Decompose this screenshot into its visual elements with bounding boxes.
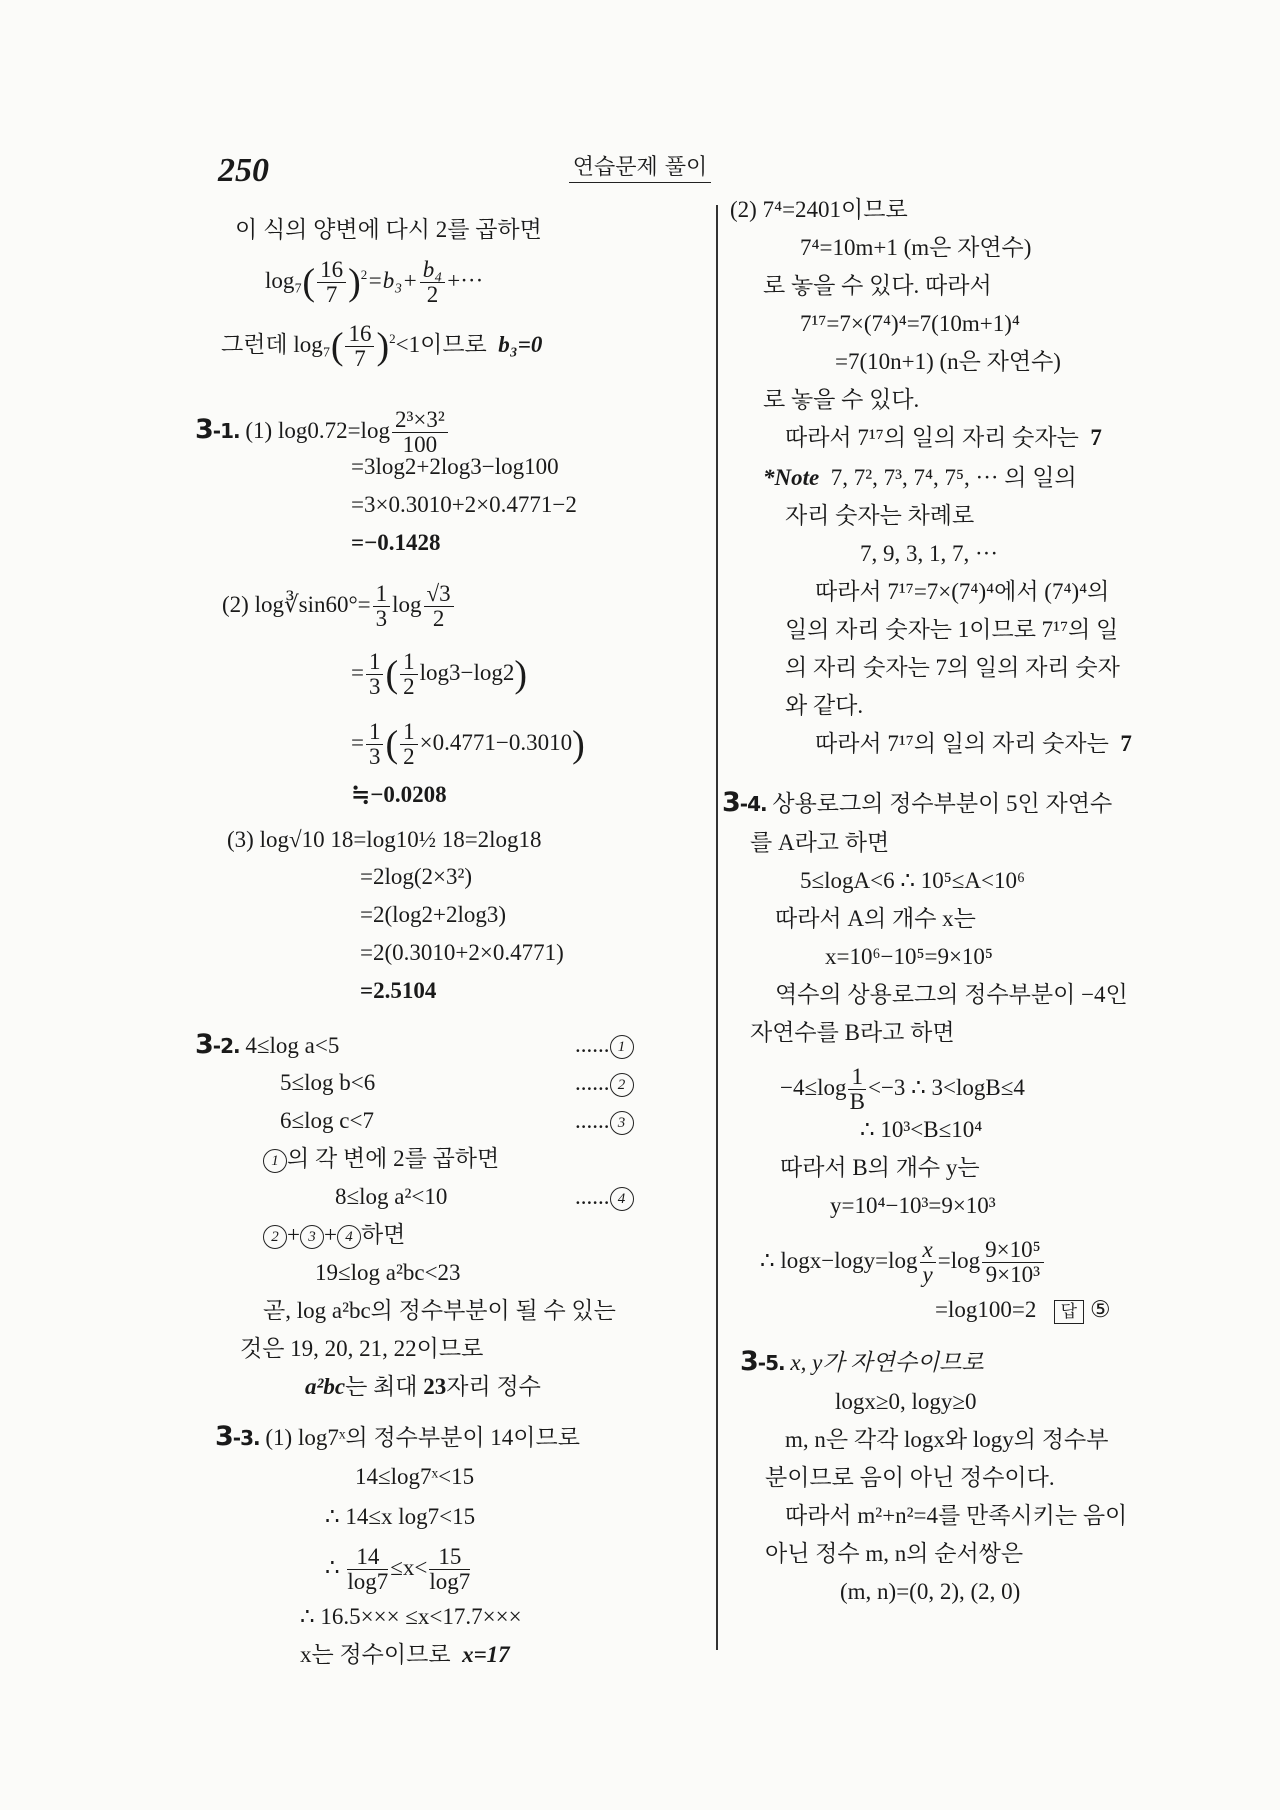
equation-line bbox=[780, 1065, 1025, 1114]
equation-line: =2log(2×3²) bbox=[360, 864, 473, 889]
denominator: 7 bbox=[354, 346, 366, 371]
fraction bbox=[424, 582, 454, 631]
note-line: *Note 7, 7², 7³, 7⁴, 7⁵, ··· 의 일의 bbox=[763, 465, 1077, 490]
equation-line bbox=[222, 582, 456, 631]
text: ×0.4771−0.3010 bbox=[419, 729, 573, 755]
numerator: 1 bbox=[400, 720, 418, 745]
text-line: 로 놓을 수 있다. bbox=[763, 387, 920, 412]
text: 그런데 log₇ bbox=[221, 331, 331, 357]
text-line: 를 A라고 하면 bbox=[750, 830, 890, 855]
fraction bbox=[420, 258, 446, 307]
fraction bbox=[429, 1545, 470, 1594]
denominator: 100 bbox=[402, 432, 438, 457]
circled-number: 3 bbox=[300, 1225, 324, 1249]
section-number: 3-5. bbox=[740, 1346, 785, 1377]
text: =log bbox=[937, 1247, 981, 1273]
equation-line: =2(log2+2log3) bbox=[360, 902, 507, 927]
text: (1) log7ˣ의 정수부분이 14이므로 bbox=[265, 1425, 580, 1450]
equation-line: 5≤log b<6 bbox=[280, 1070, 376, 1095]
denominator: 2 bbox=[432, 606, 445, 631]
equation-line: =3log2+2log3−log100 bbox=[351, 454, 559, 479]
numerator: 14 bbox=[347, 1545, 388, 1570]
equation-line: ∴ 10³<B≤10⁴ bbox=[860, 1117, 983, 1142]
denominator: B bbox=[849, 1089, 865, 1114]
text: ∴ logx−logy=log bbox=[760, 1247, 918, 1273]
circled-number: 1 bbox=[610, 1035, 634, 1059]
text: = bbox=[351, 729, 364, 755]
text-line: 따라서 7¹⁷의 일의 자리 숫자는 7 bbox=[815, 731, 1132, 756]
numerator: 1 bbox=[366, 650, 384, 675]
section-number: 3-3. bbox=[215, 1421, 260, 1452]
page-number: 250 bbox=[218, 152, 269, 189]
text: log₇ bbox=[265, 267, 303, 293]
denominator: 3 bbox=[368, 744, 381, 769]
denominator: y bbox=[922, 1262, 933, 1287]
numerator: 2³×3² bbox=[392, 408, 448, 433]
text: <1이므로 bbox=[395, 331, 487, 357]
equation-line bbox=[325, 1545, 472, 1594]
section-3-1 bbox=[195, 408, 450, 457]
text: +··· bbox=[447, 267, 484, 293]
text: <−3 ∴ 3<logB≤4 bbox=[867, 1074, 1025, 1100]
denominator: 7 bbox=[325, 282, 338, 307]
fraction bbox=[920, 1238, 936, 1287]
column-divider bbox=[716, 205, 718, 1650]
text-line: 1 의 각 변에 2를 곱하면 bbox=[263, 1144, 499, 1174]
text-line: m, n은 각각 logx와 logy의 정수부 bbox=[785, 1427, 1109, 1452]
numerator: 1 bbox=[400, 650, 418, 675]
text: ≤x< bbox=[390, 1554, 428, 1580]
text-line: 로 놓을 수 있다. 따라서 bbox=[763, 273, 992, 298]
section-3-2 bbox=[195, 1030, 339, 1061]
circled-number: 2 bbox=[610, 1073, 634, 1097]
circled-number: 4 bbox=[337, 1225, 361, 1249]
numerator: 16 bbox=[317, 258, 346, 283]
equation-tag: ...... 1 bbox=[575, 1030, 634, 1060]
section-3-5 bbox=[740, 1347, 984, 1378]
equation-tag: ...... 2 bbox=[575, 1068, 634, 1098]
text-line: 분이므로 음이 아닌 정수이다. bbox=[765, 1465, 1055, 1490]
equation-line: =2.5104 bbox=[360, 978, 437, 1003]
text-line: 자리 숫자는 차례로 bbox=[785, 503, 975, 528]
equation-line: =2(0.3010+2×0.4771) bbox=[360, 940, 564, 965]
fraction bbox=[366, 650, 384, 699]
text: = bbox=[351, 659, 364, 685]
equation-line: x=10⁶−10⁵=9×10⁵ bbox=[825, 944, 993, 969]
equation-line: =7(10n+1) (n은 자연수) bbox=[835, 349, 1061, 374]
section-number: 3-2. bbox=[195, 1029, 240, 1060]
numerator: x bbox=[920, 1238, 936, 1263]
equation-line: ≒−0.0208 bbox=[351, 782, 447, 807]
equation-line bbox=[760, 1238, 1046, 1287]
equation-line: 7¹⁷=7×(7⁴)⁴=7(10m+1)⁴ bbox=[800, 311, 1020, 336]
fraction bbox=[373, 582, 391, 631]
section-number: 3-1. bbox=[195, 413, 240, 445]
text: =b₃+ bbox=[367, 267, 418, 293]
text: 상용로그의 정수부분이 5인 자연수 bbox=[772, 791, 1113, 816]
equation-line: (2) 7⁴=2401이므로 bbox=[730, 197, 908, 222]
circled-number: 4 bbox=[610, 1187, 634, 1211]
equation-line: 7⁴=10m+1 (m은 자연수) bbox=[800, 235, 1032, 260]
section-3-3 bbox=[215, 1422, 580, 1453]
text-line: 곧, log a²bc의 정수부분이 될 수 있는 bbox=[263, 1298, 616, 1323]
fraction bbox=[400, 650, 418, 699]
text: (1) log0.72=log bbox=[245, 417, 390, 443]
numerator: 9×10⁵ bbox=[982, 1238, 1044, 1263]
equation-line: 8≤log a²<10 bbox=[335, 1184, 448, 1209]
circled-number: 2 bbox=[263, 1225, 287, 1249]
equation-line: 14≤log7ˣ<15 bbox=[355, 1464, 475, 1489]
equation-tag: ...... 3 bbox=[575, 1106, 634, 1136]
denominator: 2 bbox=[426, 282, 439, 307]
text-line: 따라서 A의 개수 x는 bbox=[775, 906, 976, 931]
equation-line: ∴ 14≤x log7<15 bbox=[325, 1504, 476, 1529]
text-line: 와 같다. bbox=[785, 693, 864, 718]
text-line: a²bc는 최대 23자리 정수 bbox=[305, 1374, 541, 1399]
equation-line: 5≤logA<6 ∴ 10⁵≤A<10⁶ bbox=[800, 868, 1025, 893]
numerator: 1 bbox=[366, 720, 384, 745]
circled-number: 3 bbox=[610, 1111, 634, 1135]
text-line: x는 정수이므로 x=17 bbox=[300, 1642, 510, 1667]
numerator: 1 bbox=[373, 582, 391, 607]
text-line: 의 자리 숫자는 7의 일의 자리 숫자 bbox=[785, 655, 1120, 680]
numerator: 16 bbox=[345, 322, 374, 347]
section-number: 3-4. bbox=[722, 787, 767, 818]
answer-box: 답 bbox=[1054, 1300, 1084, 1324]
fraction bbox=[347, 1545, 388, 1594]
text: x, y가 자연수이므로 bbox=[790, 1350, 984, 1375]
answer-number: ⑤ bbox=[1090, 1297, 1111, 1322]
equation-line: log₇( $\frac{16}{7}$ )$^2$=b₃+ $\frac{\text{b₄}}{2}$ +··· bbox=[265, 257, 484, 307]
denominator: log7 bbox=[429, 1569, 471, 1594]
text-line: 따라서 7¹⁷의 일의 자리 숫자는 7 bbox=[785, 425, 1102, 450]
equation-line: 그런데 log₇( $\frac{16}{7}$ )$^2$<1이므로 b₃=0 bbox=[221, 321, 543, 371]
running-header bbox=[0, 150, 1280, 181]
fraction bbox=[345, 322, 374, 371]
fraction bbox=[982, 1238, 1044, 1287]
equation-line: ∴ 16.5××× ≤x<17.7××× bbox=[300, 1604, 522, 1629]
text: b₃=0 bbox=[498, 331, 543, 357]
denominator: log7 bbox=[347, 1569, 389, 1594]
numerator: √3 bbox=[424, 582, 454, 607]
text-line: 아닌 정수 m, n의 순서쌍은 bbox=[765, 1541, 1024, 1566]
denominator: 3 bbox=[368, 674, 381, 699]
fraction bbox=[400, 720, 418, 769]
numerator: 1 bbox=[848, 1065, 866, 1090]
text-line: 일의 자리 숫자는 1이므로 7¹⁷의 일 bbox=[785, 617, 1119, 642]
equation-line: 7, 9, 3, 1, 7, ··· bbox=[860, 541, 998, 566]
numerator: b₄ bbox=[420, 258, 446, 283]
denominator: 9×10³ bbox=[985, 1262, 1041, 1287]
equation-line: =3×0.3010+2×0.4771−2 bbox=[351, 492, 577, 517]
equation-line: (m, n)=(0, 2), (2, 0) bbox=[840, 1579, 1021, 1604]
numerator: 15 bbox=[429, 1545, 470, 1570]
denominator: 2 bbox=[403, 744, 415, 769]
circled-number: 1 bbox=[263, 1149, 287, 1173]
section-3-4 bbox=[722, 788, 1112, 819]
text-line: 따라서 7¹⁷=7×(7⁴)⁴에서 (7⁴)⁴의 bbox=[815, 579, 1110, 604]
equation-line: =−0.1428 bbox=[351, 530, 441, 555]
text: −4≤log bbox=[780, 1074, 847, 1100]
text-line: 것은 19, 20, 21, 22이므로 bbox=[240, 1336, 484, 1361]
equation-line: logx≥0, logy≥0 bbox=[835, 1389, 977, 1414]
text: 4≤log a<5 bbox=[245, 1033, 340, 1058]
equation-line: 6≤log c<7 bbox=[280, 1108, 374, 1133]
equation-line: (3) log√10 18=log10½ 18=2log18 bbox=[227, 827, 542, 852]
text-line: 따라서 B의 개수 y는 bbox=[780, 1155, 980, 1180]
text-line: 자연수를 B라고 하면 bbox=[750, 1020, 955, 1045]
text: log3−log2 bbox=[419, 659, 515, 685]
denominator: 2 bbox=[403, 674, 415, 699]
fraction bbox=[366, 720, 384, 769]
header-title: 연습문제 풀이 bbox=[569, 155, 712, 183]
text-line: 2 + 3 + 4 하면 bbox=[263, 1220, 405, 1250]
equation-line: = $\frac{1}{3}$ ( $\frac{1}{2}$ ×0.4771−0.3010) bbox=[351, 719, 585, 769]
equation-line: =log100=2 답 ⑤ bbox=[935, 1297, 1111, 1322]
fraction bbox=[317, 258, 346, 307]
text: ∴ bbox=[325, 1554, 340, 1580]
fraction bbox=[848, 1065, 866, 1114]
equation-tag: ...... 4 bbox=[575, 1182, 634, 1212]
text-line: 이 식의 양변에 다시 2를 곱하면 bbox=[235, 217, 542, 242]
equation-line: = $\frac{1}{3}$ ( $\frac{1}{2}$ log3−log2) bbox=[351, 649, 528, 699]
equation-line: y=10⁴−10³=9×10³ bbox=[830, 1193, 996, 1218]
text-line: 역수의 상용로그의 정수부분이 −4인 bbox=[775, 982, 1128, 1007]
equation-line: 19≤log a²bc<23 bbox=[315, 1260, 461, 1285]
text: (2) log∛sin60°= bbox=[222, 591, 371, 617]
text-line: 따라서 m²+n²=4를 만족시키는 음이 bbox=[785, 1503, 1128, 1528]
fraction bbox=[392, 408, 448, 457]
text: log bbox=[392, 591, 422, 617]
denominator: 3 bbox=[375, 606, 388, 631]
